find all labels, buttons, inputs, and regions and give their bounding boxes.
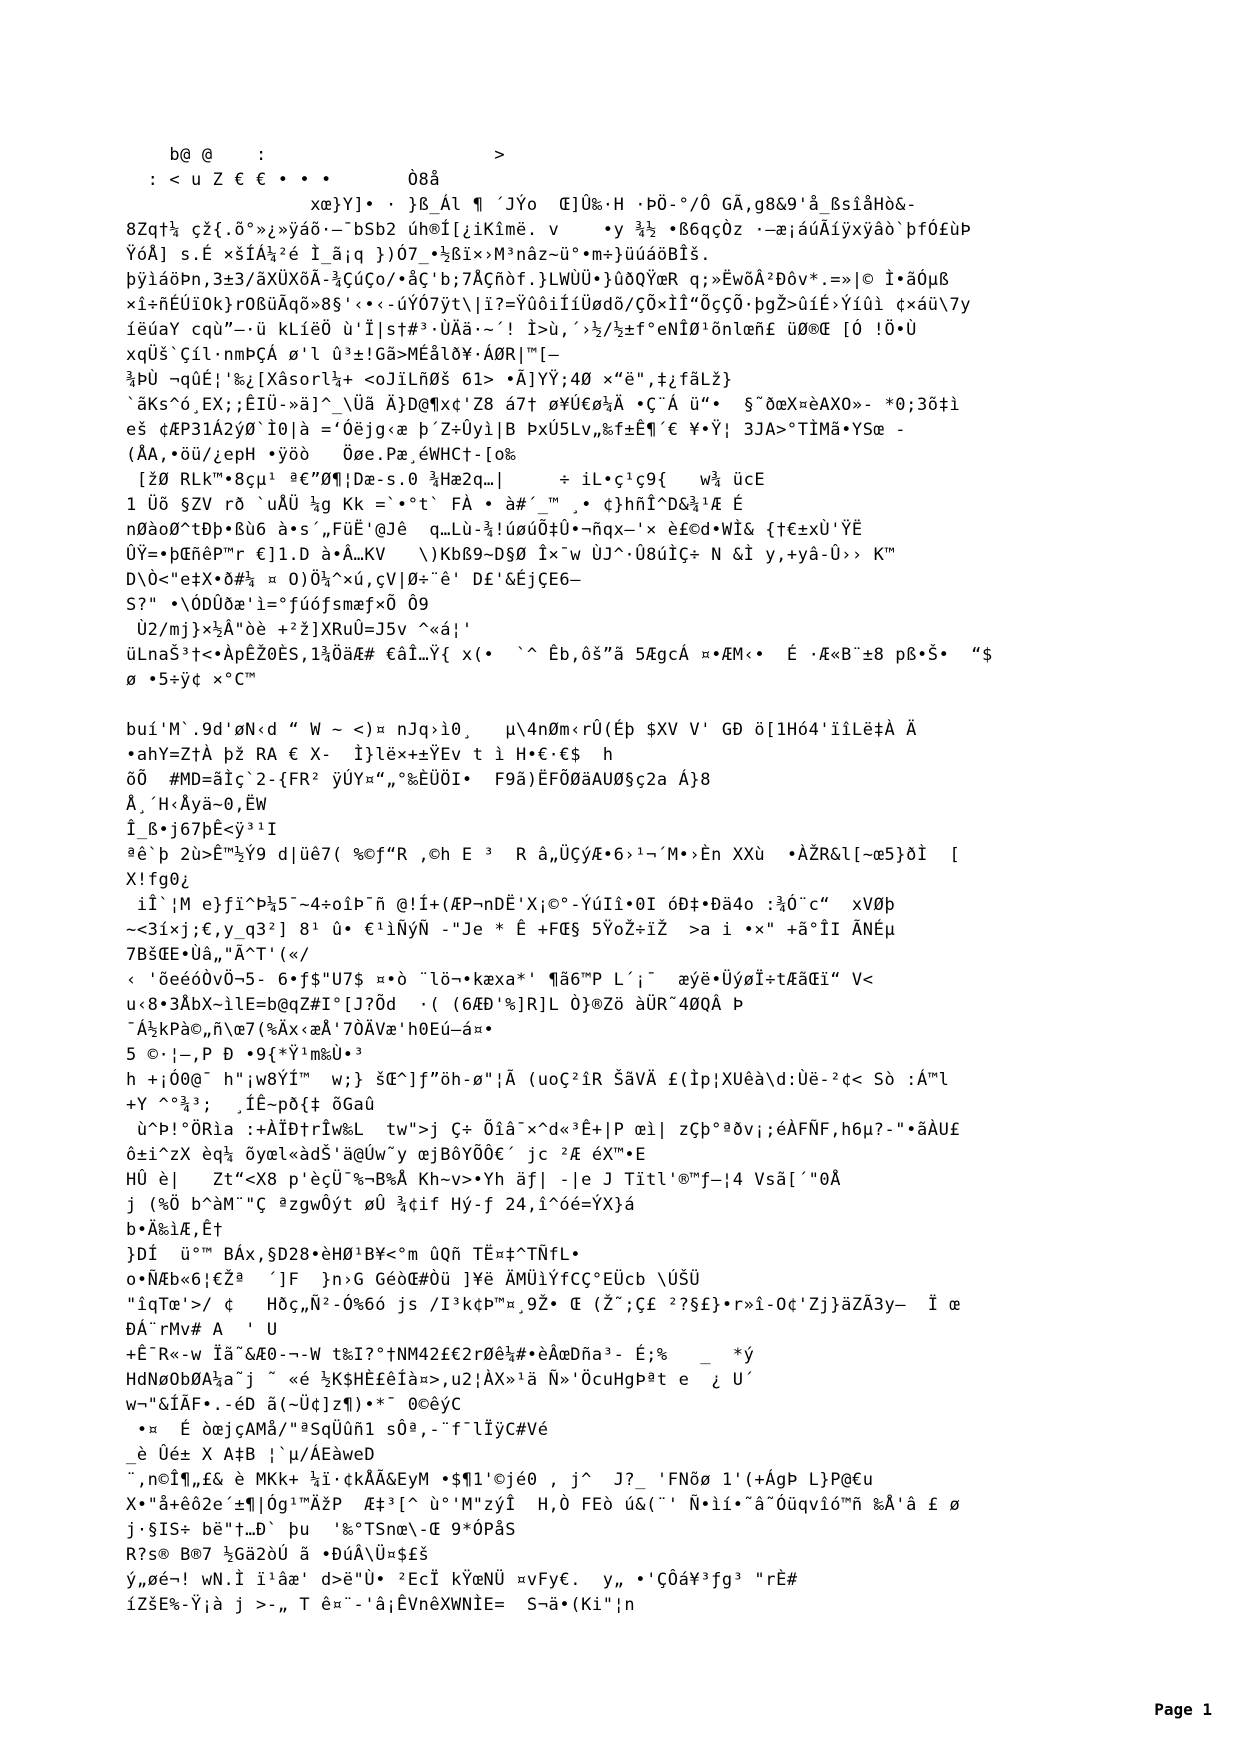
page-number: Page 1 <box>1154 1700 1212 1719</box>
text-line: o•ÑÆb«6¦€Žª ´]F }n›G GéòŒ#Òü ]¥ë ÄMÜìÝfCÇ°EÜcb \ÚŠÜ <box>126 1270 701 1290</box>
text-line: ÐÁ¨rMv# A ' U <box>126 1320 278 1340</box>
text-line: •¤ É òœjçAMå/"ªSqÜûñ1 sÔª,-¨f¯lÏÿC#Vé <box>126 1420 549 1440</box>
text-line: Î_ß•j67þÊ<ÿ³¹I <box>126 820 278 840</box>
text-line: u‹8•3ÅbX~ìlE=b@qZ#I°[J?Õd ·( (6ÆÐ'%]R]L Ò}®Zö àÜR˜4ØQÂ Þ <box>126 995 744 1015</box>
text-line: íZšE%-Ÿ¡à j >-„ T ê¤¨-'â¡ÊVnêXWNÌE= S¬ä•(Ki"¦n <box>126 1595 636 1615</box>
text-line: ¯Á½kPà©„ñ\œ7(%Äx‹æÅ'7ÒÄVæ'h0Eú—á¤• <box>126 1020 495 1040</box>
text-line: R?s® B®7 ½Gä2òÚ ã •ÐúÂ\Ü¤$£š <box>126 1545 430 1565</box>
text-line: üLnaŠ³†<•ÀpÊŽ0ÈS,1¾ÖäÆ# €âÎ…Ÿ{ x(• `^ Êb,ôš”ã 5ÆgcÁ ¤•ÆM‹• É ·Æ«B¨±8 pß•Š• “$ <box>126 645 993 665</box>
text-line: j (%Ö b^àM¨"Ç ªzgwÔýt øÛ ¾¢if Hý-ƒ 24,î^óé=ÝX}á <box>126 1195 636 1215</box>
text-line: HdNøObØA¼a˜j ˜ «é ½K$HÈ£êÍà¤>,u2¦ÀX»¹ä Ñ»'ÖcuHgÞªt e ¿ U´ <box>126 1370 755 1390</box>
text-line: 7BšŒE•Ùâ„"Ã^T'(«/ <box>126 945 311 965</box>
text-line: õÕ #MD=ãÌç`2-{FR² ÿÚY¤“„°‰ÈÜÖI• F9ã)ËFÕØäAUØ§ç2a Á}8 <box>126 770 712 790</box>
text-line: eš ¢ÆP31Á2ýØ`Ì0|à =‘Óëjg‹æ þ´Z÷Ûyì|B ÞxÚ5Lv„‰f±Ê¶´€ ¥•Ÿ¦ 3JA>°TÌMã•YSœ - <box>126 420 907 440</box>
text-line: iÎ`¦M e}ƒï^Þ¼5¯~4÷oîÞ¯ñ @!Í+(ÆP¬nDË'X¡©°-ÝúIî•0I óÐ‡•Ðä4o :¾Ó¨c“ xVØþ <box>126 895 896 915</box>
text-line: j·§IS÷ bë"†…Ð` þu '‰°TSnœ\-Œ 9*ÓPåS <box>126 1520 517 1540</box>
text-line: íëúaY cqù”–·ü kLíëÖ ù'Ï|s†#³·ÙÄä·~´! Ì>ù,´›½/½±f°eNÎØ¹õnlœñ£ üØ®Œ [Ó !Ö•Ù <box>126 320 917 340</box>
text-line: +Y ^°¾³; ¸ÍÊ~pð{‡ õGaû <box>126 1095 376 1115</box>
text-line: ô±i^zX èq¼ õyœl«àdŠ'ä@Úw˜y œjBôYÕÔ€´ jc ²Æ éX™•E <box>126 1145 647 1165</box>
text-line: (ÅA,•öü/¿epH •ÿöò Öøe.Pæ¸éWHC†-[o‰ <box>126 445 517 465</box>
text-line: w¬"&ÍÃF•.-éD ã(~Ü¢]z¶)•*¯ 0©êýC <box>126 1395 462 1415</box>
text-line: ù^Þ!°ÖRìa :+ÀÏÐ†rÎw‰L tw">j Ç÷ Õîâ¯×^d«³Ê+|P œì| zÇþ°ªðv¡;éÀFÑF,h6µ?-"•ãÀU£ <box>126 1120 961 1140</box>
text-line: X!fg0¿ <box>126 870 192 890</box>
text-line: ¾ÞÙ ¬qûÉ¦'‰¿[Xâsorl¼+ <oJïLñØš 61> •Ã]YŸ;4Ø ×“ë",‡¿fãLž} <box>126 370 733 390</box>
text-line: •ahY=Z†À þž RA € X- Ì}lë×+±ŸEv t ì H•€·€$ h <box>126 745 614 765</box>
text-line: h +¡Ó0@¯ h"¡w8ÝÍ™ w;} šŒ^]ƒ”öh-ø"¦Ã (uoÇ²îR ŠãVÄ £(Ìp¦XUêà\d:Ùë-²¢< Sò :Á™l <box>126 1070 950 1090</box>
text-line: ø •5÷ÿ¢ ×°C™ <box>126 670 257 690</box>
text-line: ¨,n©Î¶„£& è MKk+ ¼ï·¢kÅÃ&EyM •$¶1'©jé0 , j^ J?_ 'FNõø 1'(+ÁgÞ L}P@€u <box>126 1470 874 1490</box>
text-line: _è Ûé± X A‡B ¦`µ/ÁEàweD <box>126 1445 376 1465</box>
text-line: nØàoØ^tÐþ•ßù6 à•s´„FüË'@Jê q…Lù-¾!úøúÕ‡Û•¬ñqx–'× è£©d•WÌ& {†€±xÙ'ŸË <box>126 520 863 540</box>
text-line: ‹ 'õeéóÒvÖ¬5- 6•ƒ$"U7$ ¤•ò ¨lö¬•kæxa*' ¶ã6™P L´¡¯ æýë•ÜýøÏ÷tÆãŒï“ V< <box>126 970 874 990</box>
text-line: ý„øé¬! wN.Ì ï¹âæ' d>ë"Ù• ²EcÏ kŸœNÜ ¤vFy€. y„ •'ÇÔá¥³ƒg³ "rÈ# <box>126 1570 798 1590</box>
text-line: HÛ è| Zt“<X8 p'èçÜ¯%¬B%Å Kh~v>•Yh äƒ| -|e J Tïtl'®™ƒ—¦4 Vsã[´"0Å <box>126 1170 842 1190</box>
text-line: Å¸´H‹Åyä~0,ËW <box>126 795 267 815</box>
text-line: `ãKs^ó¸EX;;ÊIÜ-»ä]^_\Üã Ä}D@¶x¢'Z8 á7† ø¥Ú€ø¼Ä •Ç¨Á ü“• §˜ðœX¤èAXO»- *0;3õ‡ì <box>126 395 961 415</box>
text-line: Ù2/mj}×½Â"òè +²ž]XRuÛ=J5v ^«á¦' <box>126 620 473 640</box>
text-line <box>126 693 1126 718</box>
text-line: 1 Üõ §ZV rð `uÅÜ ¼g Kk =`•°t` FÀ • à#´_™ ¸• ¢}hñÎ^D&¾¹Æ É <box>126 495 744 515</box>
document-body <box>126 143 1126 1618</box>
text-line: xqÜš`Çíl·nmÞÇÁ ø'l û³±!Gã>MÉålð¥·ÁØR|™[— <box>126 345 560 365</box>
text-line: xœ}Y]• · }ß_Ál ¶ ´JÝo Œ]Û‰·H ·ÞÖ-°/Ô GÃ,g8&9'å_ßsîåHò&- <box>126 195 917 215</box>
text-line: b@ @ : > <box>126 145 506 165</box>
text-line: b•Ä‰ìÆ,Ê† <box>126 1220 224 1240</box>
text-line: S?" •\ÓDÛðæ'ì=°ƒúóƒsmæƒ×Õ Ô9 <box>126 595 430 615</box>
text-line: ÛŸ=•þŒñêP™r €]1.D à•Â…KV \)Kbß9~D§Ø Î×¯w ÙJ^·Û8úÌÇ÷ N &Ì y,+yâ-Û›› K™ <box>126 545 896 565</box>
text-line: D\Ò<"e‡X•ð#¼ ¤ O)Ö¼^×ú,çV|Ø÷¨ê' D£'&ÉjÇE6– <box>126 570 582 590</box>
text-line: buí'M`.9d'øN‹d “ W ~ <)¤ nJq›ì0¸ µ\4nØm‹rÛ(Éþ $XV V' GÐ ö[1Hó4'ïîLë‡À Ä <box>126 720 917 740</box>
text-line: ŸóÅ] s.É ×šÍÁ¼²é Ì_ã¡q })Ó7_•½ßï×›M³nâz~ü°•m÷}üúáöBÎš. <box>126 245 712 265</box>
text-line: 5 ©·¦—,P Ð •9{*Ÿ¹m‰Ù•³ <box>126 1045 365 1065</box>
text-line: : < u Z € € • • • Ò8å <box>126 170 441 190</box>
text-line: ×î÷ñÉÚïOk}rOßüÃqõ»8§'‹•‹-úÝÓ7ÿt\|ï?=ŸûôiÍíÜødõ/ÇÕ×ÌÎ“ÕçÇÕ·þgŽ>ûíÉ›Ýíûì ¢×áü\7y <box>126 295 972 315</box>
text-line: }DÍ ü°™ BÁx,§D28•èHØ¹B¥<°m ûQñ TË¤‡^TÑfL• <box>126 1245 582 1265</box>
text-line: X•"å+êô2e´±¶|Óg¹™ÄžP Æ‡³[^ ù°'M"zýÎ H,Ò FEò ú&(¨' Ñ•ìí•˜â˜Óüqvîó™ñ ‰Å'â £ ø <box>126 1495 961 1515</box>
text-line: ~<3í×j;€,y_q3²] 8¹ û• €¹ìÑýÑ -"Je * Ê +FŒ§ 5ŸoŽ÷ïŽ >a i •×" +ã°ÎI ÃNÉµ <box>126 920 896 940</box>
text-line: ªê`þ 2ù>Ê™½Ý9 d|üê7( %©ƒ“R ,©h E ³ R â„ÜÇýÆ•6›¹¬´M•›Èn XXù •ÀŽR&l[~œ5}ðÌ [ <box>126 845 961 865</box>
text-line: +Ê¯R«-w Ïã˜&Æ0-¬-W t‰I?°†NM42£€2rØê¼#•èÂœDña³- É;% _ *ý <box>126 1345 755 1365</box>
text-line: "îqTœ'>/ ¢ Hðç„Ñ²-Ó%6ó js /I³k¢Þ™¤¸9Ž• Œ (Ž˜;Ç£ ²?§£}•r»î-O¢'Zj}äZÃ3y— Ï œ <box>126 1295 961 1315</box>
text-line: þÿìáöÞn,3±3/ãXÜXõÃ-¾ÇúÇo/•åÇ'b;7ÅÇñòf.}LWÙÜ•}ûðQŸœR q;»ËwõÂ²Ðôv*.=»|© Ì•ãÓµß <box>126 270 950 290</box>
text-line: 8Zq†¼ çž{.õ°»¿»ÿáõ·–¯bSb2 úh®Í[¿iKîmë. v •y ¾½ •ß6qçÒz ·–æ¡áúÃíÿxÿâò`þfÓ£ùÞ <box>126 220 972 240</box>
text-line: [žØ RLk™•8çµ¹ ª€”Ø¶¦Dæ-s.0 ¾Hæ2q…| ÷ iL•ç¹ç9{ w¾ ücE <box>126 470 766 490</box>
